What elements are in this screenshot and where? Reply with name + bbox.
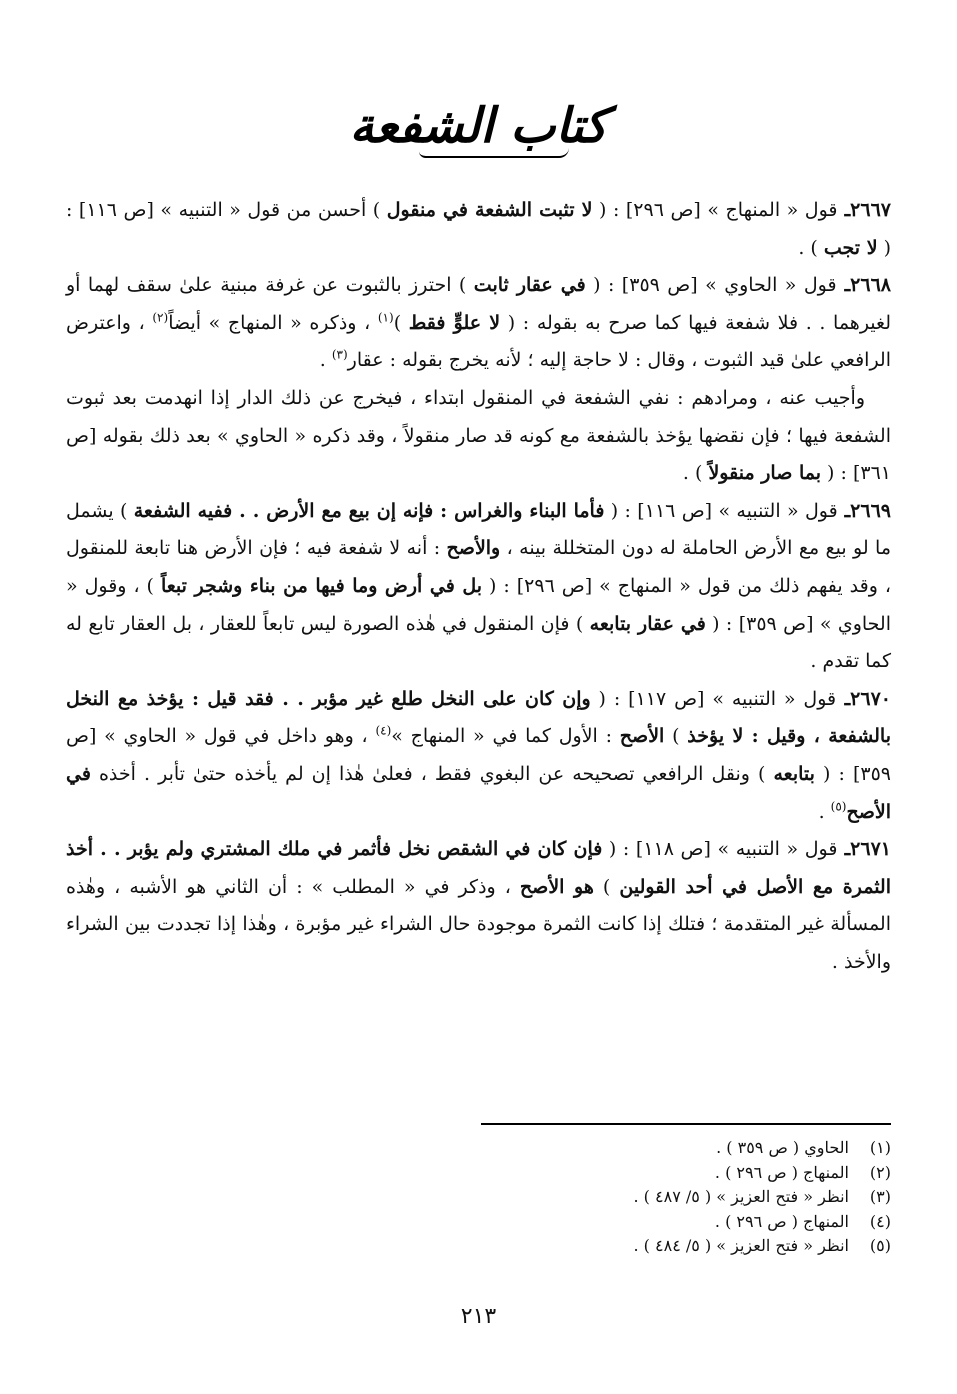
footnote	[391, 1136, 891, 1161]
footnote	[391, 1210, 891, 1235]
quoted-text: هو الأصح	[519, 875, 594, 898]
quoted-text: في عقار بتابعه	[589, 612, 706, 635]
text-span: قول « التنبيه » [ص ١١٨] : (	[602, 838, 838, 861]
paragraph	[66, 380, 891, 493]
text-span: ، واعترض الرافعي علىٰ قيد الثبوت ، وقال : لا حاجة إليه ؛ لأنه يخرج بقوله : عقار	[66, 311, 891, 372]
footnote	[391, 1161, 891, 1186]
footnote-ref: (٣)	[331, 348, 348, 363]
footnote-mark: (٣)	[869, 1187, 891, 1206]
quoted-text: وإن كان على النخل طلع غير مؤبر . . فقد قيل : يؤخذ مع النخل بالشفعة ، وقيل : لا يؤخذ	[66, 687, 892, 748]
text-span: ) ونقل الرافعي تصحيحه عن البغوي فقط ، فعلىٰ هٰذا إن لم يأخذه حتىٰ تأبر . أخذه	[90, 762, 774, 785]
footnote-ref: (٥)	[830, 799, 847, 814]
entry-number: ٢٦٦٨ـ	[836, 274, 891, 297]
quoted-text: الأصح	[619, 725, 665, 748]
chapter-title: كتاب الشفعة	[349, 98, 608, 154]
footnote-ref: (٢)	[152, 310, 169, 325]
text-span: قول « التنبيه » [ص ١١٦] : (	[604, 499, 838, 522]
quoted-text: في الأصح	[66, 762, 891, 823]
paragraph	[66, 493, 891, 681]
footnote-text: انظر « فتح العزيز » ( ٥/ ٤٨٧ ) .	[633, 1187, 849, 1206]
text-span: )	[593, 875, 620, 898]
quoted-text: والأصح	[446, 537, 501, 560]
paragraph	[66, 681, 891, 831]
paragraph	[66, 267, 891, 380]
title-flourish	[419, 148, 569, 158]
footnote-text: المنهاج ( ص ٢٩٦ ) .	[714, 1162, 849, 1182]
text-span: : أنه لا شفعة فيه ؛ فإن الأرض هنا تابعة للمنقول ، وقد يفهم ذلك من قول « المنهاج » [ص ٢٩٦] : (	[66, 537, 891, 597]
text-span: ) .	[798, 236, 824, 259]
text-span: قول « الحاوي » [ص ٣٥٩] : (	[585, 274, 837, 297]
footnote-mark: (٢)	[869, 1162, 891, 1182]
text-span: .	[818, 800, 831, 823]
quoted-text: لا علوٍّ فقط	[408, 311, 501, 334]
text-span: .	[319, 349, 332, 372]
quoted-text: لا تثبت الشفعة في منقول	[386, 199, 593, 221]
text-span: قول « المنهاج » [ص ٢٩٦] : (	[592, 199, 838, 221]
footnote-ref: (٤)	[375, 723, 392, 738]
text-span: ، وذكر في « المطلب » : أن الثاني هو الأشبه ، وهٰذه المسألة غير المتقدمة ؛ فتلك إذا كانت الثمرة موجودة حال الشراء غير مؤبرة ، وهٰذا إذا تجددت بين الشراء والأخذ .	[66, 875, 891, 973]
text-span: ) فإن المنقول في هٰذه الصورة ليس تابعاً للعقار ، بل العقار تابع له كما تقدم .	[66, 612, 891, 673]
footnote-divider	[481, 1123, 891, 1125]
text-span: ) .	[682, 462, 709, 485]
footnotes	[391, 1136, 891, 1259]
quoted-text: لا تجب	[823, 236, 878, 259]
text-span: : الأول كما في « المنهاج »	[391, 725, 620, 748]
paragraph	[66, 831, 891, 981]
entry-number: ٢٦٦٧ـ	[837, 199, 891, 221]
book-page	[66, 0, 891, 1394]
entry-number: ٢٦٧١ـ	[837, 838, 891, 861]
text-span: ) أحسن من قول « التنبيه » [ص ١١٦] : (	[66, 199, 891, 259]
quoted-text: فإن كان في الشقص نخل فأثمر في ملك المشتري ولم يؤبر . . أخذ الثمرة مع الأصل في أحد القولين	[66, 838, 891, 898]
footnote-mark: (١)	[869, 1138, 891, 1157]
footnote-mark: (٥)	[869, 1236, 891, 1255]
paragraph	[66, 192, 891, 267]
footnote-text: انظر « فتح العزيز » ( ٥/ ٤٨٤ ) .	[633, 1236, 849, 1255]
entry-number: ٢٦٧٠ـ	[836, 687, 891, 710]
footnote	[391, 1234, 891, 1259]
text-span: ) احترز بالثبوت عن غرفة مبنية علىٰ سقف لهما أو لغيرهما . . فلا شفعة فيها كما صرح به بقوله : (	[66, 274, 891, 334]
footnote-text: المنهاج ( ص ٢٩٦ ) .	[714, 1211, 849, 1231]
quoted-text: بما صار منقولاً	[708, 462, 822, 485]
text-span: )	[664, 725, 688, 748]
text-span: ، وذكره « المنهاج » أيضاً	[168, 311, 378, 334]
text-span: وأجيب عنه ، ومرادهم : نفي الشفعة في المنقول ابتداء ، فيخرج عن ذلك الدار إذا انهدمت بعد ثبوت الشفعة فيها ؛ فإن نقضها يؤخذ بالشفعة مع كونه قد صار منقولاً ، وقد ذكره « الحاوي » بعد ذلك بقوله [ص ٣٦١] : (	[66, 386, 891, 485]
text-span: ، وهو داخل في قول « الحاوي » [ص ٣٥٩] : (	[66, 725, 891, 785]
entry-number: ٢٦٦٩ـ	[837, 499, 891, 522]
text-span: قول « التنبيه » [ص ١١٧] : (	[590, 687, 837, 710]
text-span: ) يشمل ما لو بيع مع الأرض الحاملة له دون المتخللة بينه ،	[66, 499, 891, 560]
footnote-ref: (١)	[377, 310, 394, 325]
footnote	[391, 1185, 891, 1210]
quoted-text: بل في أرض وما فيها من بناء وشجر تبعاً	[160, 574, 483, 597]
text-span: ) ، وقول « الحاوي » [ص ٣٥٩] : (	[66, 574, 891, 635]
footnote-mark: (٤)	[869, 1211, 891, 1231]
page-number: ٢١٣	[460, 1304, 497, 1329]
text-span: )	[393, 311, 409, 334]
quoted-text: بتابعه	[773, 762, 815, 785]
quoted-text: في عقار ثابت	[473, 274, 586, 297]
main-text	[66, 192, 891, 981]
quoted-text: فأما البناء والغراس : فإنه إن بيع مع الأرض . . ففيه الشفعة	[133, 499, 605, 522]
footnote-text: الحاوي ( ص ٣٥٩ ) .	[716, 1138, 849, 1157]
